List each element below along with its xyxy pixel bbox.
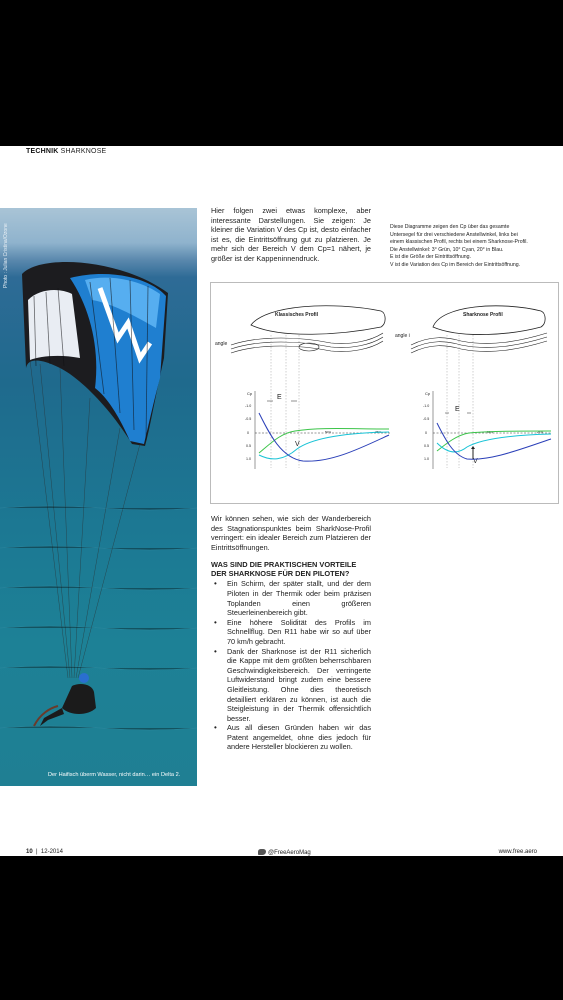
list-item: • Dank der Sharknose ist der R11 sicherlich die Kappe mit dem größten beherrschbaren Geschwindigkeitsbereich. Der verringerte Luftwiderstand bringt zudem eine bessere Gleitleistung. Ohne dies theoretisch detailliert erklären zu können, ist auch die Steigleistung in der Thermik offensichtlich besser. [211,647,371,724]
right-pct-b: 25% [537,430,544,434]
advantages-heading: WAS SIND DIE PRAKTISCHEN VORTEILE DER SHARKNOSE FÜR DEN PILOTEN? [211,560,357,579]
list-item: • Ein Schirm, der später stallt, und der dem Piloten in der Thermik oder beim präzisen Toplanden einen größeren Steuerleinenbereich gibt. [211,579,371,617]
photo-credit: Photo : Julian Cristina/Ozone [3,223,9,288]
right-v-label: V [473,458,478,465]
paraglider-photo [0,208,197,786]
left-tick: 1.0 [246,457,251,461]
intro-paragraph: Hier folgen zwei etwas komplexe, aber interessante Darstellungen. Sie zeigen: Je kleiner die Variation V des Cp ist, desto einfacher ist es, die Eintrittsöffnung gut zu platzieren. Je mehr sich der Bereich V dem Cp=1 nähert, je größer ist der Kappeninnendruck. [211,206,371,263]
website-link[interactable]: www.free.aero [498,849,537,855]
left-tick: 0.5 [246,444,251,448]
left-v-label: V [295,441,300,448]
series-blue-20deg [437,423,551,459]
main-column [211,514,371,752]
left-tick: -0.5 [245,417,252,421]
left-cp-chart [245,391,391,469]
paraglider-illustration [0,208,197,786]
page-footer [0,849,563,856]
left-tick: 0 [247,431,249,435]
cp-diagram-figure [211,283,560,505]
issue-date: 12-2014 [40,849,63,855]
cp-diagram [210,282,559,504]
left-cp-label: Cp [247,391,253,396]
series-green-3deg [437,431,551,451]
twitter-handle[interactable] [258,849,311,856]
caption-line: Diese Diagramme zeigen den Cp über das gesamte [390,224,510,230]
right-e-label: E [455,406,460,413]
right-tick: 0 [425,431,427,435]
caption-line: einem klassischen Profil, rechts bei einem Sharknose-Profil. [390,239,528,246]
list-item: • Aus all diesen Gründen haben wir das Patent angemeldet, ohne dies jedoch für andere Hersteller blockieren zu wollen. [211,723,371,752]
series-cyan-10deg [437,434,551,452]
left-pct-b: 25% [375,430,382,434]
sharknose-profile-drawing [395,306,547,468]
right-tick: 1.0 [424,457,429,461]
stagnation-paragraph: Wir können sehen, wie sich der Wanderbereich des Stagnationspunktes beim SharkNose-Profil verringert: ein idealer Bereich zum Platzieren der Eintrittsöffnungen. [211,514,371,552]
caption-line: E ist die Größe der Eintrittsöffnung. [390,254,471,261]
section-header [26,148,106,155]
section-label: TECHNIK [26,148,59,155]
left-pct-a: 50% [325,430,332,434]
caption-line: Untersegel für drei verschiedene Anstellwinkel, links bei [390,231,518,238]
diagram-caption [390,224,558,270]
right-cp-chart [423,391,551,469]
series-green-3deg [259,429,389,454]
twitter-handle-text: @FreeAeroMag [268,850,311,856]
advantages-list [211,579,371,752]
right-tick: 0.5 [424,444,429,448]
twitter-bird-icon [258,849,266,855]
left-e-label: E [277,394,282,401]
right-angle-label: angle i [395,333,410,339]
list-item: • Eine höhere Solidität des Profils im Schnellflug. Den R11 habe wir so auf über 70 km/h gebracht. [211,618,371,647]
classic-profile-drawing [215,306,385,468]
page-number: 10 [26,849,33,855]
right-tick: -1.0 [423,404,430,408]
footer-left: 10 | 12-2014 [26,849,63,855]
caption-line: Die Anstellwinkel: 3° Grün, 10° Cyan, 20° in Blau. [390,246,504,253]
photo-caption: Der Haifisch überm Wasser, nicht darin… ein Delta 2. [48,772,181,778]
right-pct-a: 50% [487,430,494,434]
right-tick: -0.5 [423,417,430,421]
left-tick: -1.0 [245,404,252,408]
topic-label: SHARKNOSE [60,148,107,155]
right-cp-label: Cp [425,391,431,396]
left-profile-title: Klassisches Profil [275,312,319,318]
left-angle-label: angle [215,341,228,347]
intro-column [211,206,371,264]
magazine-page [0,146,563,856]
right-profile-title: Sharknose Profil [463,312,503,318]
caption-line: V ist die Variation des Cp im Bereich der Eintrittsöffnung. [390,261,521,268]
